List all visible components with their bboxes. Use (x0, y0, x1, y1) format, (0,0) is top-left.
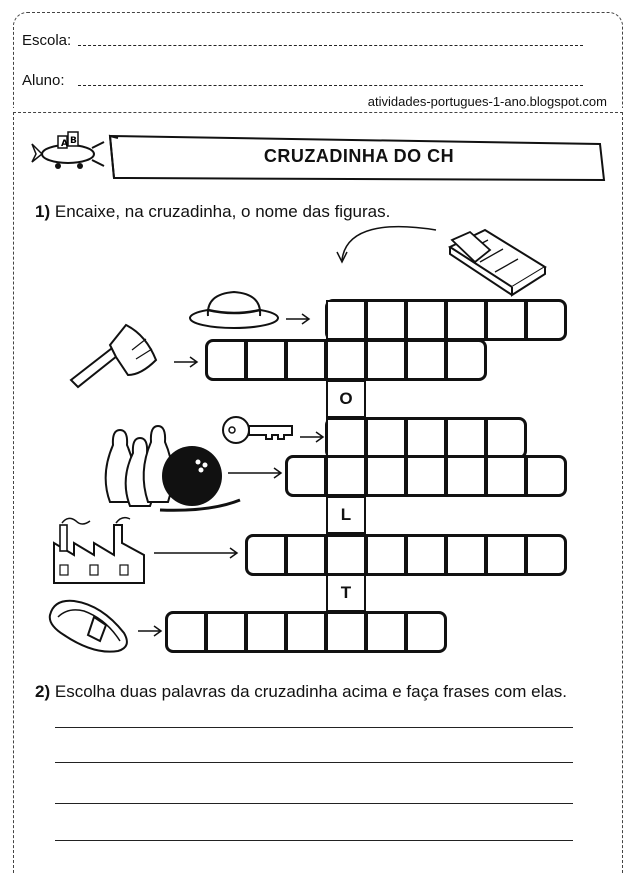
student-field[interactable] (78, 85, 583, 86)
crossword-cell[interactable] (486, 456, 526, 496)
crossword-cell[interactable] (406, 612, 446, 652)
crossword-cell[interactable] (326, 612, 366, 652)
crossword-cell[interactable] (446, 340, 486, 380)
crossword-cell[interactable] (366, 418, 406, 458)
crossword-cell[interactable] (446, 535, 486, 575)
answer-line-2[interactable] (55, 762, 573, 763)
crossword-column-edge (326, 340, 366, 380)
crossword-cell[interactable] (446, 300, 486, 340)
crossword-letter-cell: L (326, 496, 366, 534)
crossword-cell[interactable] (366, 300, 406, 340)
svg-text:B: B (70, 136, 77, 146)
crossword-cell[interactable] (286, 456, 326, 496)
crossword-cell[interactable] (486, 418, 526, 458)
crossword-column-edge (326, 496, 366, 535)
airplane-icon (28, 128, 110, 178)
answer-line-1[interactable] (55, 727, 573, 728)
question-2 (35, 682, 567, 702)
crossword-cell[interactable] (366, 535, 406, 575)
question-2-number: 2) (35, 682, 51, 701)
school-field[interactable] (78, 45, 583, 46)
crossword-cell[interactable] (326, 300, 366, 340)
flip-flop-arrow (136, 624, 166, 638)
hat-arrow (284, 312, 314, 326)
crossword-cell[interactable] (326, 535, 366, 575)
crossword-cell[interactable] (166, 612, 206, 652)
crossword-cell[interactable] (286, 340, 326, 380)
crossword-column-edge (326, 574, 366, 612)
crossword-cell[interactable] (246, 535, 286, 575)
answer-line-4[interactable] (55, 840, 573, 841)
crossword-cell[interactable] (406, 300, 446, 340)
crossword-cell[interactable] (366, 340, 406, 380)
crossword-cell[interactable] (326, 418, 366, 458)
crossword-cell[interactable] (486, 300, 526, 340)
question-1 (35, 202, 390, 222)
hat-icon (188, 288, 280, 330)
question-2-text: Escolha duas palavras da cruzadinha acima e faça frases com elas. (54, 682, 568, 701)
worksheet-title: CRUZADINHA DO CH (263, 145, 455, 166)
question-1-text: Encaixe, na cruzadinha, o nome das figuras. (54, 202, 391, 221)
flip-flop-icon (44, 595, 134, 657)
crossword-cell[interactable] (246, 612, 286, 652)
crossword-cell[interactable] (206, 340, 246, 380)
crossword-letter-cell: T (326, 574, 366, 612)
crossword-cell[interactable] (486, 535, 526, 575)
factory-arrow (152, 546, 242, 560)
crossword-cell[interactable] (526, 300, 566, 340)
crossword-cell[interactable] (366, 456, 406, 496)
answer-line-3[interactable] (55, 803, 573, 804)
curved-arrow (336, 222, 446, 267)
crossword-cell[interactable] (446, 456, 486, 496)
crossword-cell[interactable] (206, 612, 246, 652)
crossword-cell[interactable] (286, 612, 326, 652)
crossword-letter-cell: O (326, 380, 366, 418)
crossword-cell[interactable] (446, 418, 486, 458)
bowling-arrow (226, 466, 286, 480)
crossword-cell[interactable] (406, 340, 446, 380)
svg-text:A: A (61, 139, 68, 149)
crossword-cell[interactable] (246, 340, 286, 380)
crossword-cell[interactable] (286, 535, 326, 575)
crossword-cell[interactable] (366, 612, 406, 652)
crossword-cell[interactable] (526, 535, 566, 575)
school-label: Escola: (22, 32, 72, 49)
key-arrow (298, 430, 328, 444)
student-label: Aluno: (22, 72, 65, 89)
axe-arrow (172, 355, 202, 369)
crossword-cell[interactable] (406, 456, 446, 496)
axe-icon (66, 315, 166, 390)
crossword-cell[interactable] (326, 456, 366, 496)
factory-icon (50, 515, 148, 587)
blog-url: atividades-portugues-1-ano.blogspot.com (367, 94, 607, 109)
crossword-cell[interactable] (406, 418, 446, 458)
crossword-cell[interactable] (406, 535, 446, 575)
crossword-cell[interactable] (526, 456, 566, 496)
question-1-number: 1) (35, 202, 51, 221)
chocolate-icon (440, 222, 550, 297)
